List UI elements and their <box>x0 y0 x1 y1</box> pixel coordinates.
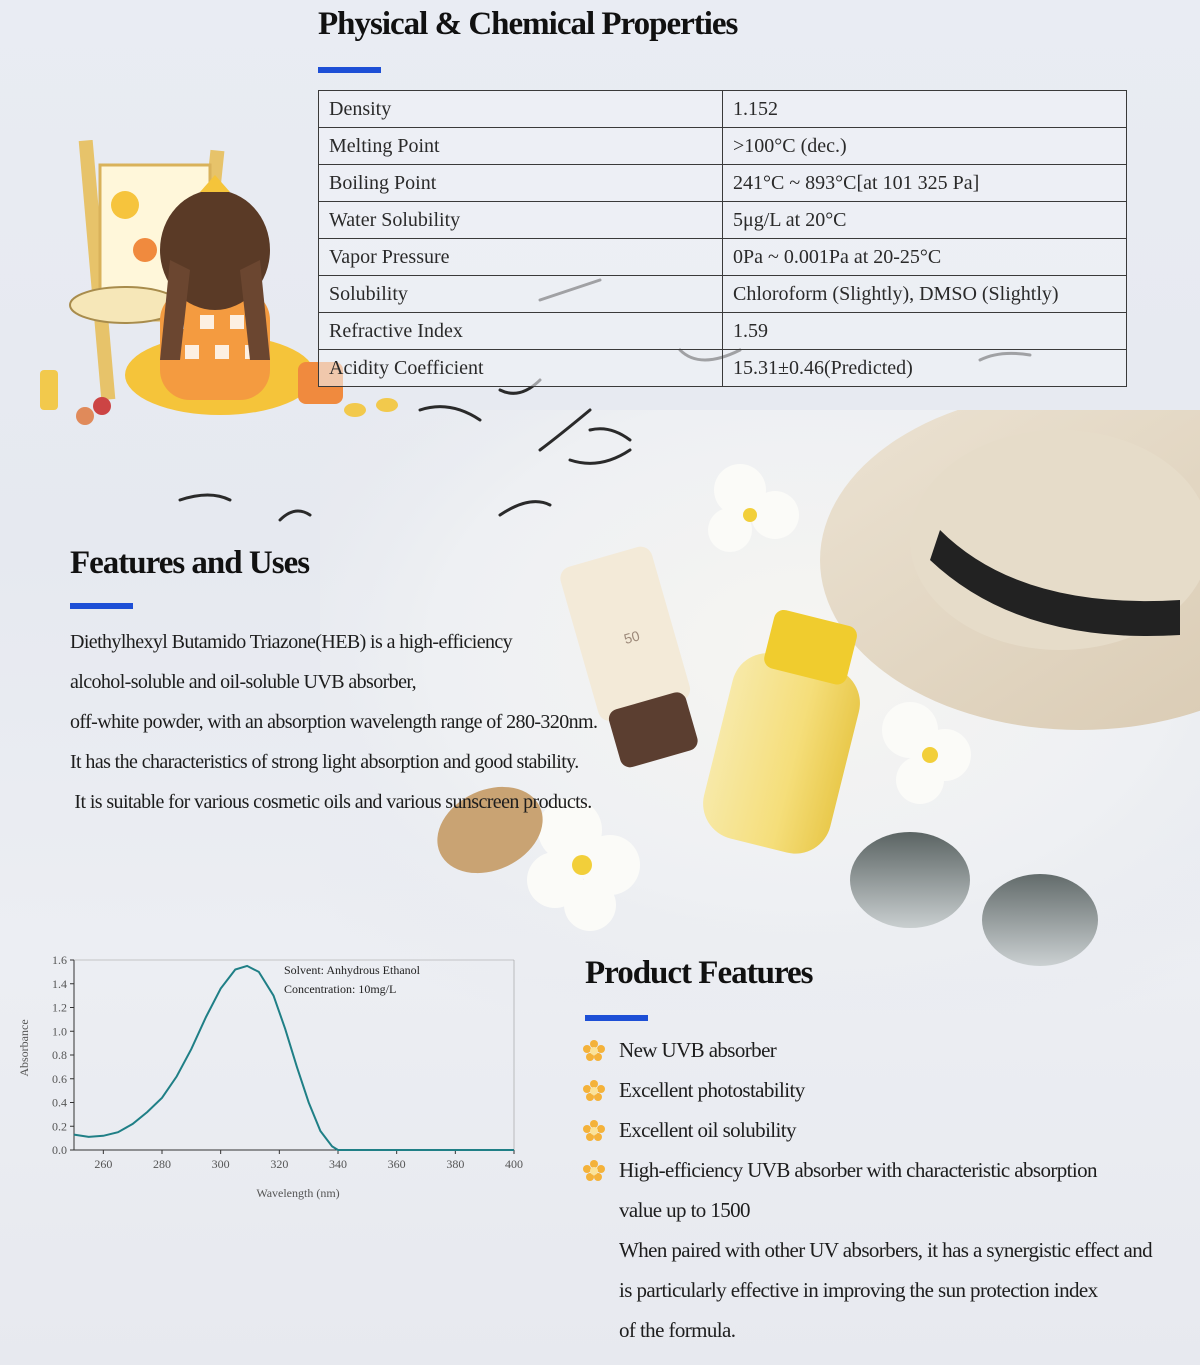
property-value: 15.31±0.46(Predicted) <box>723 350 1127 387</box>
property-name: Vapor Pressure <box>319 239 723 276</box>
list-item <box>583 1070 1152 1110</box>
flower-bullet-icon <box>583 1040 605 1062</box>
list-item <box>583 1150 1152 1190</box>
section-title-product-features: Product Features <box>585 955 813 991</box>
section-title-features-uses: Features and Uses <box>70 545 310 581</box>
y-tick-label: 1.0 <box>52 1024 67 1039</box>
property-name: Refractive Index <box>319 313 723 350</box>
feature-continuation-line: is particularly effective in improving the sun protection index <box>619 1278 1098 1302</box>
flower-bullet-icon <box>583 1080 605 1102</box>
title-accent-bar <box>318 67 381 73</box>
section-title-properties: Physical & Chemical Properties <box>318 6 738 42</box>
table-row <box>319 276 1127 313</box>
paragraph-line: Diethylhexyl Butamido Triazone(HEB) is a high-efficiency <box>70 631 513 653</box>
x-tick-label: 380 <box>446 1157 465 1171</box>
properties-table <box>318 90 1127 387</box>
feature-text: Excellent photostability <box>619 1078 805 1102</box>
table-row <box>319 165 1127 202</box>
table-row <box>319 202 1127 239</box>
x-tick-label: 360 <box>387 1157 406 1171</box>
y-tick-label: 1.6 <box>52 953 67 967</box>
paragraph-line: It is suitable for various cosmetic oils and various sunscreen products. <box>70 791 592 813</box>
property-value: >100°C (dec.) <box>723 128 1127 165</box>
chart-y-axis-label: Absorbance <box>17 1019 31 1077</box>
paragraph-line: It has the characteristics of strong light absorption and good stability. <box>70 751 579 773</box>
y-tick-label: 0.2 <box>52 1119 67 1134</box>
table-row <box>319 91 1127 128</box>
property-value: 1.152 <box>723 91 1127 128</box>
absorbance-chart <box>14 950 534 1210</box>
property-name: Water Solubility <box>319 202 723 239</box>
feature-continuation-line: When paired with other UV absorbers, it has a synergistic effect and <box>619 1238 1153 1262</box>
features-uses-paragraph <box>70 622 597 822</box>
y-tick-label: 0.8 <box>52 1048 67 1062</box>
property-value: 5μg/L at 20°C <box>723 202 1127 239</box>
x-tick-label: 400 <box>505 1157 523 1171</box>
x-tick-label: 260 <box>94 1157 113 1171</box>
property-name: Melting Point <box>319 128 723 165</box>
property-name: Boiling Point <box>319 165 723 202</box>
title-accent-bar <box>70 603 133 609</box>
table-row <box>319 350 1127 387</box>
y-tick-label: 0.6 <box>52 1071 67 1086</box>
x-tick-label: 340 <box>329 1157 347 1171</box>
flower-bullet-icon <box>583 1160 605 1182</box>
feature-text: Excellent oil solubility <box>619 1118 796 1142</box>
title-accent-bar <box>585 1015 648 1021</box>
property-name: Density <box>319 91 723 128</box>
feature-text: New UVB absorber <box>619 1038 777 1062</box>
chart-annotation-solvent: Solvent: Anhydrous Ethanol <box>284 963 420 977</box>
property-name: Solubility <box>319 276 723 313</box>
paragraph-line: alcohol-soluble and oil-soluble UVB absorber, <box>70 671 417 693</box>
x-tick-label: 280 <box>153 1157 171 1171</box>
list-item <box>583 1110 1152 1150</box>
y-tick-label: 1.4 <box>52 976 67 991</box>
property-value: 1.59 <box>723 313 1127 350</box>
absorbance-chart-svg <box>14 950 534 1210</box>
y-tick-label: 0.0 <box>52 1143 67 1157</box>
product-features-list <box>583 1030 1152 1350</box>
property-name: Acidity Coefficient <box>319 350 723 387</box>
table-row <box>319 128 1127 165</box>
feature-continuation-line: value up to 1500 <box>619 1198 750 1222</box>
feature-continuation-line: of the formula. <box>619 1318 736 1342</box>
chart-annotation-concentration: Concentration: 10mg/L <box>284 982 397 996</box>
feature-text: High-efficiency UVB absorber with characteristic absorption <box>619 1158 1097 1182</box>
chart-x-axis-label: Wavelength (nm) <box>256 1186 340 1200</box>
y-tick-label: 0.4 <box>52 1095 67 1110</box>
table-row <box>319 239 1127 276</box>
tube-label: 50 <box>621 627 642 648</box>
property-value: 0Pa ~ 0.001Pa at 20-25°C <box>723 239 1127 276</box>
y-tick-label: 1.2 <box>52 1000 67 1015</box>
flower-bullet-icon <box>583 1120 605 1142</box>
property-value: Chloroform (Slightly), DMSO (Slightly) <box>723 276 1127 313</box>
table-row <box>319 313 1127 350</box>
x-tick-label: 300 <box>211 1157 230 1171</box>
x-tick-label: 320 <box>270 1157 289 1171</box>
list-item <box>583 1030 1152 1070</box>
paragraph-line: off-white powder, with an absorption wavelength range of 280-320nm. <box>70 711 598 733</box>
property-value: 241°C ~ 893°C[at 101 325 Pa] <box>723 165 1127 202</box>
